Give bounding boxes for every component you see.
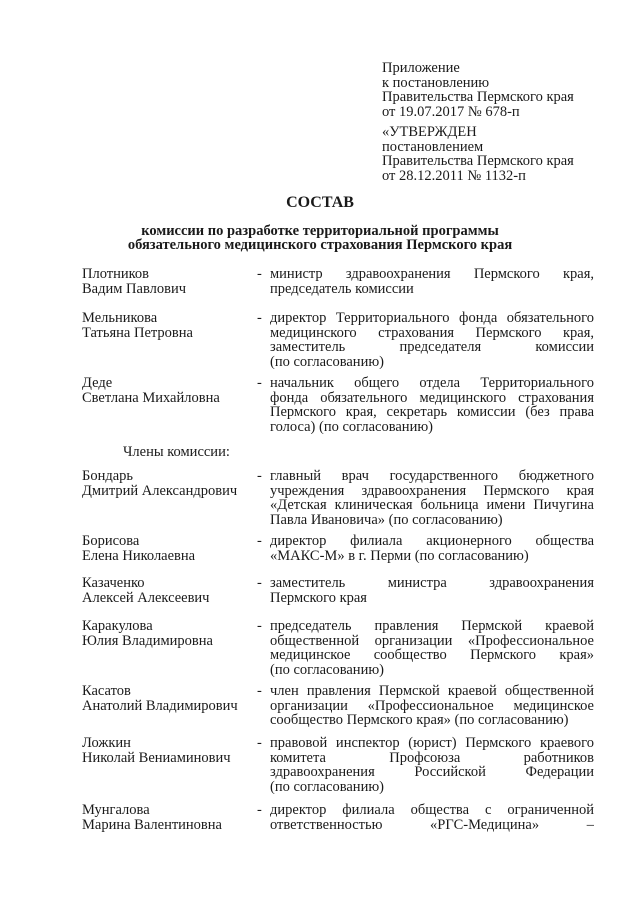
member-name (82, 803, 252, 832)
role-line: (по согласованию) (270, 354, 384, 369)
member-surname: Плотников (82, 266, 150, 282)
separator-dash: - (257, 802, 262, 818)
approved-line: постановлением (382, 138, 484, 155)
member-surname: Ложкин (82, 735, 131, 751)
member-name (82, 736, 252, 765)
role-line: организации «Профессиональное медицинское (270, 698, 594, 713)
role-line: директор филиала акционерного общества (270, 534, 594, 549)
role-line: общественной организации «Профессиональное (270, 633, 594, 648)
role-line: директор Территориального фонда обязательного (270, 311, 594, 326)
member-role (270, 469, 594, 527)
role-line: Павла Ивановича» (по согласованию) (270, 512, 503, 527)
member-surname: Каракулова (82, 618, 153, 634)
member-role (270, 576, 594, 605)
role-line: сообщество Пермского края» (по согласованию) (270, 713, 569, 728)
role-line: учреждения здравоохранения Пермского края (270, 483, 594, 498)
member-surname: Деде (82, 375, 113, 391)
member-surname: Мунгалова (82, 802, 150, 818)
role-line: фонда обязательного медицинского страхования (270, 390, 594, 405)
role-line: голоса) (по согласованию) (270, 419, 433, 434)
member-given-names: Татьяна Петровна (82, 324, 193, 341)
role-line: (по согласованию) (270, 779, 384, 794)
role-line: главный врач государственного бюджетного (270, 469, 594, 484)
role-line: начальник общего отдела Территориального (270, 376, 594, 391)
member-name (82, 267, 252, 296)
role-line: заместитель председателя комиссии (270, 340, 594, 355)
member-given-names: Алексей Алексеевич (82, 589, 210, 606)
role-line: заместитель министра здравоохранения (270, 576, 594, 591)
role-line: (по согласованию) (270, 662, 384, 677)
separator-dash: - (257, 310, 262, 326)
member-name (82, 684, 252, 713)
member-given-names: Вадим Павлович (82, 280, 186, 297)
role-line: министр здравоохранения Пермского края, (270, 267, 594, 282)
member-given-names: Юлия Владимировна (82, 632, 213, 649)
role-line: «Детская клиническая больница имени Пичугина (270, 498, 594, 513)
separator-dash: - (257, 468, 262, 484)
member-surname: Мельникова (82, 310, 158, 326)
approved-line: «УТВЕРЖДЕН (382, 124, 477, 140)
member-given-names: Дмитрий Александрович (82, 482, 238, 499)
member-given-names: Анатолий Владимирович (82, 697, 238, 714)
approved-line: Правительства Пермского края (382, 153, 574, 169)
approved-line: от 28.12.2011 № 1132-п (382, 167, 526, 184)
member-surname: Казаченко (82, 575, 145, 591)
member-given-names: Марина Валентиновна (82, 816, 222, 833)
member-name (82, 576, 252, 605)
role-line: директор филиала общества с ограниченной (270, 803, 594, 818)
member-name (82, 376, 252, 405)
member-role (270, 684, 594, 728)
member-role (270, 736, 594, 794)
role-line: медицинского страхования Пермского края, (270, 325, 594, 340)
member-given-names: Светлана Михайловна (82, 389, 220, 406)
appendix-line: Правительства Пермского края (382, 89, 574, 105)
role-line: председатель правления Пермской краевой (270, 619, 594, 634)
role-line: здравоохранения Российской Федерации (270, 765, 594, 780)
role-line: медицинское сообщество Пермского края» (270, 648, 594, 663)
separator-dash: - (257, 618, 262, 634)
role-line: ответственностью «РГС-Медицина» – (270, 817, 594, 832)
separator-dash: - (257, 533, 262, 549)
document-subtitle-line: обязательного медицинского страхования Пермского края (127, 237, 513, 253)
separator-dash: - (257, 375, 262, 391)
member-name (82, 311, 252, 340)
role-line: председатель комиссии (270, 281, 414, 296)
members-section-heading: Члены комиссии: (123, 444, 230, 460)
member-role (270, 376, 594, 434)
member-role (270, 267, 594, 296)
member-role (270, 619, 594, 677)
appendix-note (382, 61, 612, 119)
document-title: СОСТАВ (286, 194, 354, 211)
member-surname: Касатов (82, 683, 131, 699)
member-surname: Бондарь (82, 468, 134, 484)
member-name (82, 469, 252, 498)
role-line: правовой инспектор (юрист) Пермского краевого (270, 736, 594, 751)
member-name (82, 619, 252, 648)
appendix-line: от 19.07.2017 № 678-п (382, 103, 520, 120)
separator-dash: - (257, 735, 262, 751)
separator-dash: - (257, 266, 262, 282)
member-role (270, 311, 594, 369)
member-name (82, 534, 252, 563)
role-line: «МАКС-М» в г. Перми (по согласованию) (270, 548, 529, 563)
appendix-line: к постановлению (382, 74, 490, 91)
appendix-line: Приложение (382, 60, 460, 76)
role-line: комитета Профсоюза работников (270, 750, 594, 765)
document-subtitle-line: комиссии по разработке территориальной программы (141, 223, 499, 239)
separator-dash: - (257, 575, 262, 591)
separator-dash: - (257, 683, 262, 699)
role-line: Пермского края (270, 590, 367, 605)
approved-note (382, 125, 612, 183)
role-line: член правления Пермской краевой общественной (270, 684, 594, 699)
member-given-names: Елена Николаевна (82, 547, 196, 564)
member-given-names: Николай Вениаминович (82, 749, 231, 766)
member-role (270, 534, 594, 563)
member-role (270, 803, 594, 832)
member-surname: Борисова (82, 533, 140, 549)
role-line: Пермского края, секретарь комиссии (без права (270, 405, 594, 420)
